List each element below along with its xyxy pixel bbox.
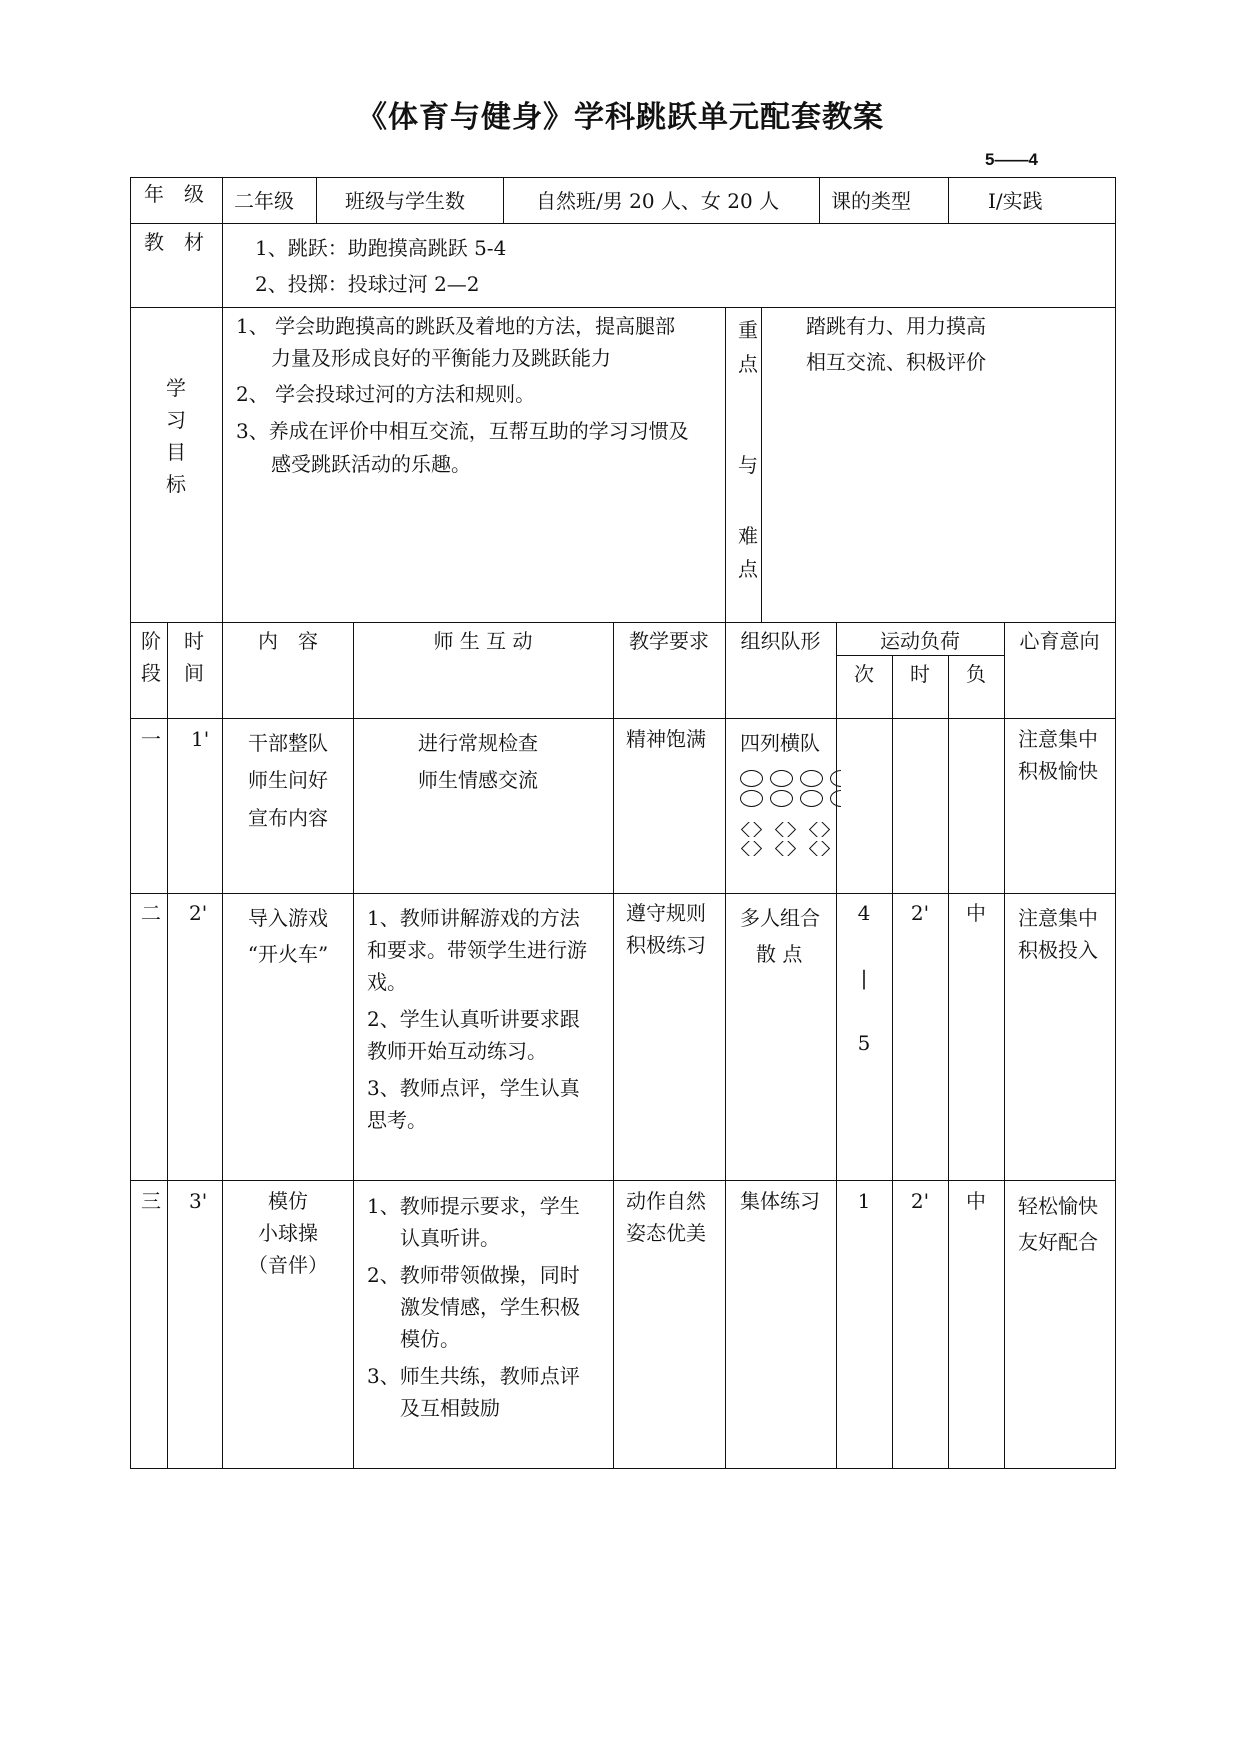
row-content: “开火车” [247,942,329,966]
row-formation: 集体练习 [740,1189,820,1213]
type-label: 课的类型 [831,189,911,213]
key-point: 踏跳有力、用力摸高 [806,314,986,338]
row-intensity: 中 [966,901,986,925]
row-stage: 一 [141,727,161,751]
formation-circles-icon [740,770,841,787]
row-stage: 二 [141,901,161,925]
class-label: 班级与学生数 [345,189,465,213]
lesson-code: 5——4 [985,150,1038,169]
row-count: 4 [857,901,871,925]
row-formation: 多人组合 [740,906,820,930]
row-psych: 注意集中 [1018,906,1098,930]
key-point: 相互交流、积极评价 [806,350,986,374]
row-content: 师生问好 [248,768,328,792]
row-time: 2' [189,901,208,925]
type-value: Ⅰ/实践 [988,189,1043,213]
key-label-char: 难 [738,524,758,548]
row-time: 1' [191,727,210,751]
col-stage: 段 [141,661,161,685]
key-label-char: 与 [738,453,758,477]
row-interaction: 思考。 [367,1108,427,1132]
row-formation: 四列横队 [740,731,820,755]
row-interaction: 和要求。带领学生进行游 [367,938,587,962]
objective-line: 力量及形成良好的平衡能力及跳跃能力 [271,346,611,370]
col-load-intensity: 负 [966,662,986,686]
row-content: （音伴） [248,1253,328,1277]
objective-line: 感受跳跃活动的乐趣。 [271,452,471,476]
objective-line: 1、 学会助跑摸高的跳跃及着地的方法，提高腿部 [236,314,676,338]
col-time: 间 [184,661,204,685]
row-time: 3' [189,1189,208,1213]
row-requirement: 精神饱满 [626,727,706,751]
objectives-label-char: 习 [166,408,186,432]
row-interaction: 模仿。 [400,1327,460,1351]
row-requirement: 姿态优美 [626,1221,706,1245]
objectives-label-char: 目 [166,440,186,464]
row-count: | [860,966,868,990]
formation-diamonds-icon [740,822,841,837]
row-content: 导入游戏 [248,906,328,930]
col-load: 运动负荷 [880,629,960,653]
row-interaction: 2、教师带领做操，同时 [367,1263,580,1287]
materials-label: 教 材 [144,230,204,254]
objective-line: 2、 学会投球过河的方法和规则。 [236,382,536,406]
row-count: 5 [857,1031,871,1055]
formation-circles-icon [740,790,841,807]
key-label-char: 点 [738,557,758,581]
key-label-char: 点 [738,352,758,376]
row-content: 模仿 [268,1189,308,1213]
objectives-label-char: 标 [166,472,186,496]
row-interaction: 进行常规检查 [418,731,538,755]
row-interaction: 戏。 [367,970,407,994]
page-title: 《体育与健身》学科跳跃单元配套教案 [357,100,884,135]
row-psych: 轻松愉快 [1018,1194,1098,1218]
col-stage: 阶 [141,629,161,653]
key-label-char: 重 [738,318,758,342]
row-intensity: 中 [966,1189,986,1213]
grade-label: 年 级 [144,182,204,206]
col-time: 时 [184,629,204,653]
col-content: 内 容 [258,629,318,653]
class-value: 自然班/男 20 人、女 20 人 [536,189,780,213]
row-duration: 2' [910,901,930,925]
row-count: 1 [857,1189,871,1213]
row-psych: 友好配合 [1018,1230,1098,1254]
row-interaction: 1、教师讲解游戏的方法 [367,906,580,930]
row-stage: 三 [141,1189,161,1213]
row-interaction: 及互相鼓励 [400,1396,500,1420]
col-load-time: 时 [910,662,930,686]
col-psych: 心育意向 [1019,629,1100,653]
row-interaction: 3、教师点评，学生认真 [367,1076,580,1100]
row-content: 宣布内容 [248,806,328,830]
col-interaction: 师 生 互 动 [433,629,533,653]
row-psych: 积极愉快 [1018,759,1098,783]
materials-item: 1、跳跃：助跑摸高跳跃 5-4 [255,236,507,260]
grade-value: 二年级 [234,189,294,213]
row-psych: 注意集中 [1018,727,1098,751]
row-psych: 积极投入 [1018,938,1098,962]
row-interaction: 认真听讲。 [400,1226,500,1250]
row-interaction: 1、教师提示要求，学生 [367,1194,580,1218]
row-interaction: 教师开始互动练习。 [367,1039,547,1063]
formation-diamonds-icon [740,841,841,856]
row-interaction: 2、学生认真听讲要求跟 [367,1007,580,1031]
row-interaction: 师生情感交流 [418,768,538,792]
row-requirement: 动作自然 [626,1189,706,1213]
objectives-label-char: 学 [166,376,186,400]
row-formation: 散 点 [756,942,803,966]
row-requirement: 遵守规则 [626,901,706,925]
col-load-count: 次 [854,662,874,686]
row-requirement: 积极练习 [626,933,706,957]
row-interaction: 3、师生共练，教师点评 [367,1364,580,1388]
col-requirement: 教学要求 [629,629,709,653]
row-interaction: 激发情感，学生积极 [400,1295,580,1319]
col-formation: 组织队形 [740,629,821,653]
materials-item: 2、投掷：投球过河 2—2 [255,272,480,296]
row-duration: 2' [910,1189,930,1213]
objective-line: 3、养成在评价中相互交流，互帮互助的学习习惯及 [236,419,689,443]
row-content: 干部整队 [248,731,328,755]
row-content: 小球操 [258,1221,318,1245]
